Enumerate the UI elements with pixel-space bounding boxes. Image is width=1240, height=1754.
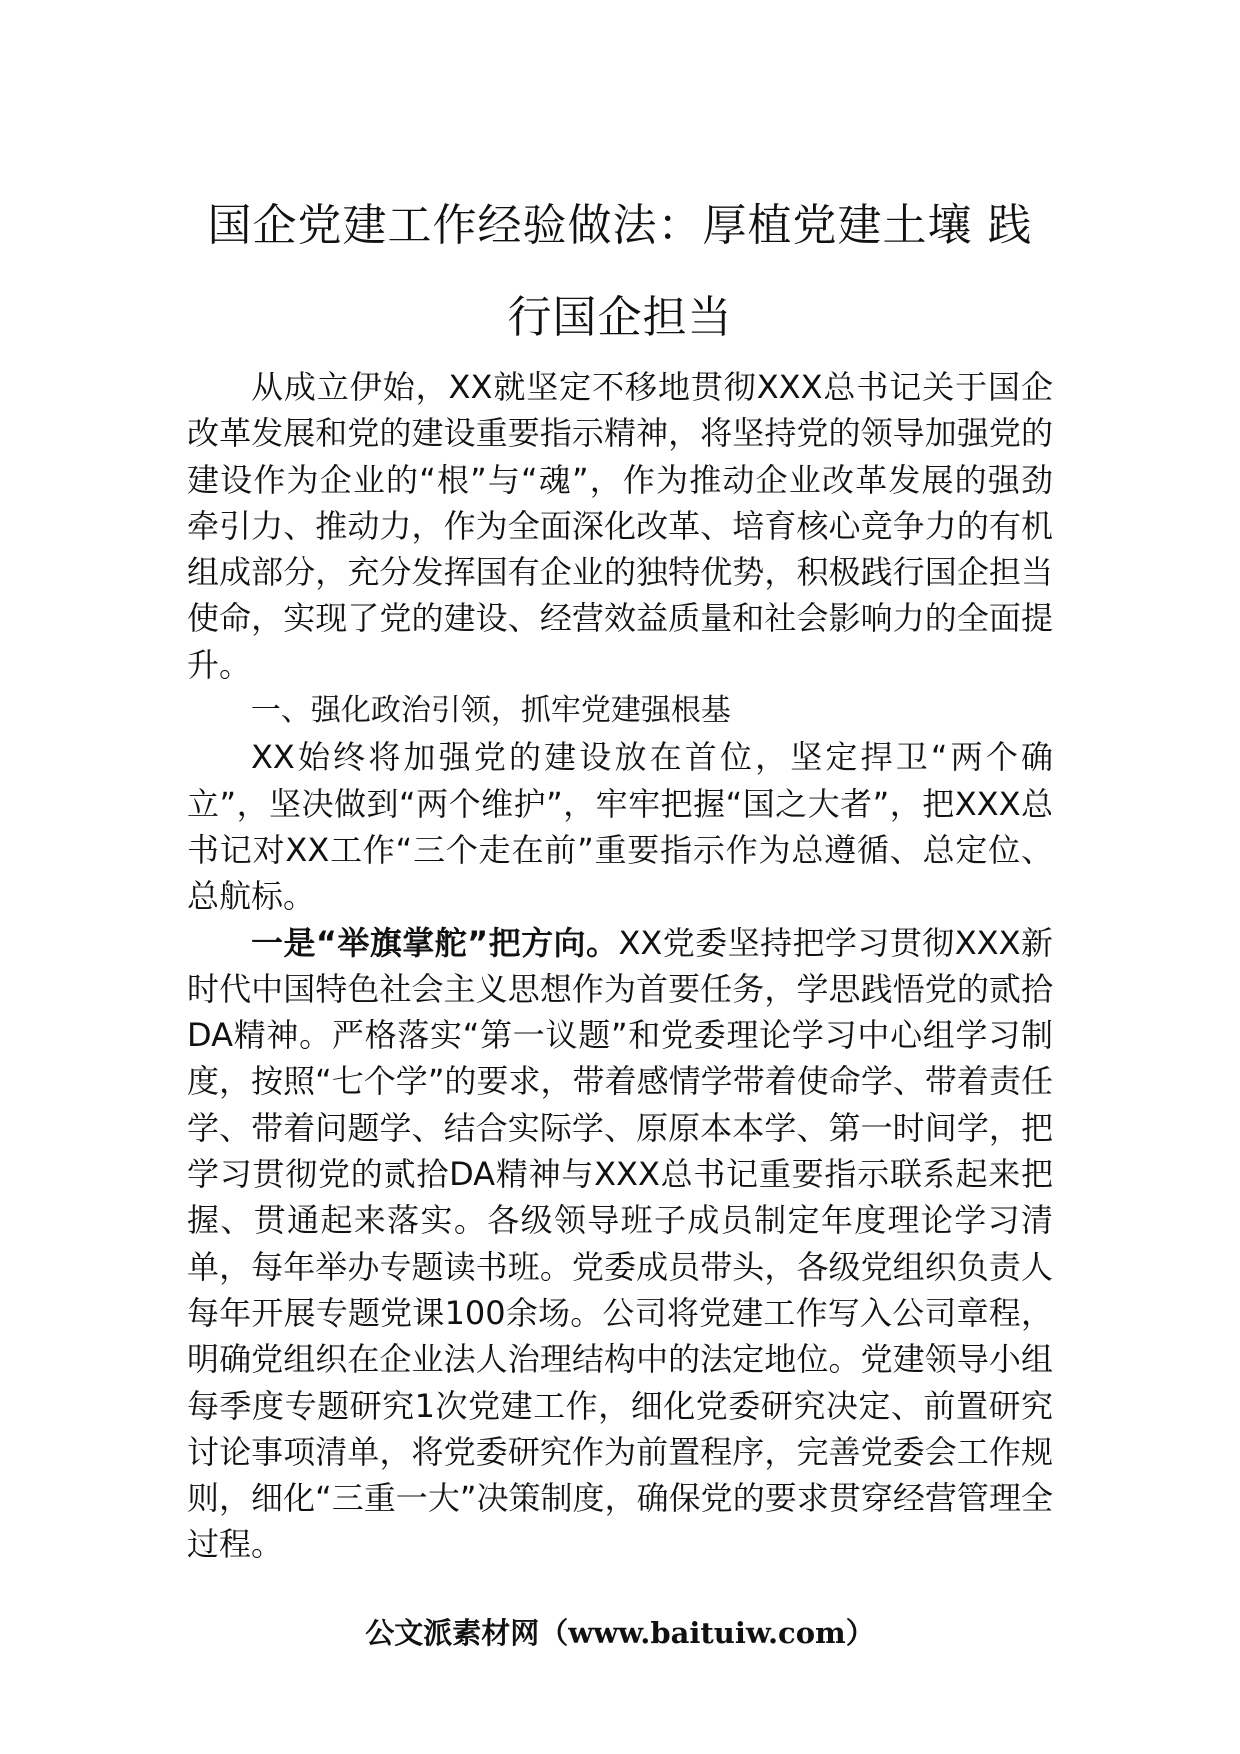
intro-paragraph: 从成立伊始，XX就坚定不移地贯彻XXX总书记关于国企改革发展和党的建设重要指示精神，将坚持党的领导加强党的建设作为企业的“根”与“魂”，作为推动企业改革发展的强劲牵引力、推动力，作为全面深化改革、培育核心竞争力的有机组成部分，充分发挥国有企业的独特优势，积极践行国企担当使命，实现了党的建设、经营效益质量和社会影响力的全面提升。 bbox=[187, 368, 1053, 684]
document-page bbox=[187, 180, 1053, 1568]
title-line-2: 行国企担当 bbox=[507, 292, 733, 343]
section-heading-1: 一、强化政治引领，抓牢党建强根基 bbox=[250, 693, 731, 729]
point-1-body: XX党委坚持把学习贯彻XXX新时代中国特色社会主义思想作为首要任务，学思践悟党的贰拾DA精神。严格落实“第一议题”和党委理论学习中心组学习制度，按照“七个学”的要求，带着感情学带着使命学、带着责任学、带着问题学、结合实际学、原原本本学、第一时间学，把学习贯彻党的贰拾DA精神与XXX总书记重要指示联系起来把握、贯通起来落实。各级领导班子成员制定年度理论学习清单，每年举办专题读书班。党委成员带头，各级党组织负责人每年开展专题党课100余场。公司将党建工作写入公司章程，明确党组织在企业法人治理结构中的法定地位。党建领导小组每季度专题研究1次党建工作，细化党委研究决定、前置研究讨论事项清单，将党委研究作为前置程序，完善党委会工作规则，细化“三重一大”决策制度，确保党的要求贯穿经营管理全过程。 bbox=[187, 923, 1053, 1564]
title-line-1: 国企党建工作经验做法：厚植党建土壤 践 bbox=[207, 200, 1033, 251]
section-1-intro-paragraph: XX始终将加强党的建设放在首位，坚定捍卫“两个确立”，坚决做到“两个维护”，牢牢把握“国之大者”，把XXX总书记对XX工作“三个走在前”重要指示作为总遵循、总定位、总航标。 bbox=[187, 738, 1053, 916]
point-1-paragraph bbox=[187, 920, 1053, 1568]
footer-watermark: 公文派素材网（www.baituiw.com） bbox=[365, 1616, 875, 1650]
point-1-lead: 一是“举旗掌舵”把方向。 bbox=[251, 923, 619, 962]
document-title bbox=[187, 180, 1053, 364]
